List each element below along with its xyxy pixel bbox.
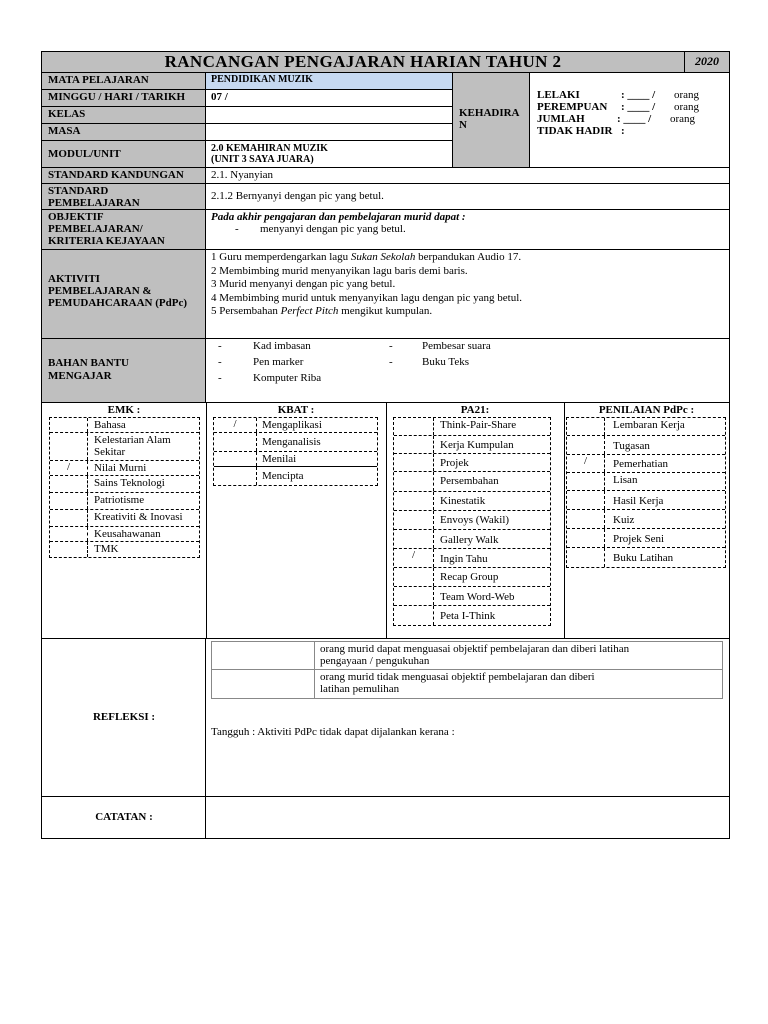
refleksi-label-cell [42,639,206,797]
penilaian-row[interactable] [567,510,725,529]
jumlah-label: JUMLAH [537,113,585,125]
lesson-plan-sheet [41,51,730,839]
pa21-row[interactable] [394,418,550,436]
mata-pelajaran-value[interactable]: PENDIDIKAN MUZIK [206,73,453,90]
lelaki-unit: orang [674,89,700,101]
penilaian-label: Lisan [613,474,638,486]
masa-label: MASA [42,124,206,141]
pa21-label: Persembahan [440,475,499,487]
aktiviti-line-1 [211,251,729,265]
kelas-label: KELAS [42,107,206,124]
objektif-item-text: menyanyi dengan pic yang betul. [260,223,406,235]
minggu-label: MINGGU / HARI / TARIKH [42,90,206,107]
aktiviti-line-3: 3 Murid menyanyi dengan pic yang betul. [211,278,396,291]
objektif-label-2: PEMBELAJARAN/ [48,223,143,235]
emk-check[interactable] [50,418,88,432]
emk-check[interactable] [50,433,88,460]
penilaian-label: Kuiz [613,514,635,526]
penilaian-check[interactable] [567,436,605,454]
kehadiran-lelaki [537,89,700,101]
pa21-check[interactable] [394,530,434,548]
pa21-row[interactable] [394,549,550,568]
kbat-check[interactable] [214,433,257,451]
pa21-check[interactable] [394,436,434,453]
bahan-dash-3: - [218,372,222,384]
pa21-check[interactable]: / [394,549,434,567]
penilaian-check[interactable] [567,418,605,435]
refleksi-tangguh: Tangguh : Aktiviti PdPc tidak dapat dijalankan kerana : [211,726,455,738]
pa21-label: Ingin Tahu [440,553,488,565]
kbat-check[interactable]: / [214,418,257,432]
pa21-row[interactable] [394,454,550,472]
penilaian-check[interactable] [567,529,605,547]
kehadiran-label-1: KEHADIRA [459,107,520,119]
aktiviti-label-2: PEMBELAJARAN & [48,285,152,297]
penilaian-check[interactable] [567,473,605,490]
emk-check[interactable] [50,510,88,526]
bahan-dash-2: - [218,356,222,368]
emk-label: TMK [94,543,119,555]
bahan-label [42,339,206,403]
refleksi-text-menguasai-1: orang murid dapat menguasai objektif pembelajaran dan diberi latihan [320,643,630,655]
refleksi-text-menguasai [320,643,718,667]
refleksi-text-tidak-2: latihan pemulihan [320,683,400,695]
pa21-label: Recap Group [440,571,499,583]
standard-kandungan-label: STANDARD KANDUNGAN [42,168,206,184]
emk-label: Keusahawanan [94,528,161,540]
bahan-value[interactable] [206,339,729,403]
emk-row[interactable] [50,433,199,461]
pa21-checklist [393,417,551,626]
pa21-row[interactable] [394,511,550,530]
kbat-label: Menganalisis [262,436,321,448]
pa21-check[interactable] [394,418,434,435]
aktiviti-line-1-a: 1 Guru memperdengarkan lagu [211,251,351,263]
catatan-value[interactable] [206,797,729,838]
perempuan-unit: orang [674,101,700,113]
checklist-section [42,403,729,639]
emk-row[interactable] [50,418,199,433]
pa21-check[interactable] [394,511,434,529]
pa21-label: Peta I-Think [440,610,496,622]
kehadiran-label-2: N [459,119,467,131]
objektif-label-1: OBJEKTIF [48,211,104,223]
pa21-check[interactable] [394,454,434,471]
emk-label: Sains Teknologi [94,477,165,489]
pa21-label: Envoys (Wakil) [440,514,510,526]
emk-row[interactable] [50,476,199,493]
pa21-label: Kerja Kumpulan [440,439,514,451]
refleksi-text-tidak [320,671,718,695]
kbat-row[interactable] [214,467,377,485]
bahan-item-kad: Kad imbasan [253,340,311,352]
pa21-row[interactable] [394,606,550,625]
bahan-item-pembesar: Pembesar suara [422,340,491,352]
emk-check[interactable] [50,476,88,492]
pa21-check[interactable] [394,606,434,625]
emk-row[interactable] [50,510,199,527]
tidak-hadir-label: TIDAK HADIR [537,125,613,137]
pa21-row[interactable] [394,472,550,492]
penilaian-label: Projek Seni [613,533,665,545]
penilaian-label: Buku Latihan [613,552,674,564]
pa21-check[interactable] [394,472,434,491]
standard-pembelajaran-label-2: PEMBELAJARAN [48,197,140,209]
refleksi-text-tidak-1: orang murid tidak menguasai objektif pembelajaran dan diberi [320,671,595,683]
modul-line-2: (UNIT 3 SAYA JUARA) [211,154,314,165]
emk-row[interactable] [50,527,199,542]
kbat-title: KBAT : [277,404,315,416]
penilaian-check[interactable] [567,510,605,528]
aktiviti-perfect-pitch: Perfect Pitch [280,305,339,318]
penilaian-row[interactable] [567,436,725,455]
kbat-row[interactable] [214,418,377,433]
modul-label: MODUL/UNIT [42,141,206,168]
kbat-label: Mencipta [262,470,304,482]
pa21-row[interactable] [394,568,550,587]
objektif-label [42,210,206,250]
pa21-row[interactable] [394,492,550,511]
objektif-item-dash: - [235,223,239,235]
standard-pembelajaran-value[interactable]: 2.1.2 Bernyanyi dengan pic yang betul. [206,184,729,210]
refleksi-value[interactable] [206,639,729,797]
emk-label: Kreativiti & Inovasi [94,511,183,523]
bahan-dash-5: - [389,356,393,368]
penilaian-row[interactable] [567,491,725,510]
pa21-label: Kinestatik [440,495,486,507]
refleksi-label: REFLEKSI : [92,711,156,723]
aktiviti-label-3: PEMUDAHCARAAN (PdPc) [48,297,188,309]
penilaian-title: PENILAIAN PdPc : [598,404,695,416]
kehadiran-jumlah [537,113,696,125]
objektif-value[interactable] [206,210,729,250]
penilaian-row[interactable] [567,529,725,548]
emk-check[interactable] [50,542,88,557]
emk-label: Bahasa [94,419,126,431]
emk-title: EMK : [107,404,141,416]
kbat-label: Mengaplikasi [262,419,322,431]
pa21-label: Think-Pair-Share [440,419,517,431]
pa21-title: PA21: [460,404,490,416]
kehadiran-box [530,73,729,168]
penilaian-check[interactable] [567,548,605,567]
penilaian-label: Lembaran Kerja [613,419,685,431]
penilaian-label: Tugasan [613,440,650,452]
bahan-item-komputer: Komputer Riba [253,372,322,384]
masa-value[interactable] [206,124,453,141]
aktiviti-value[interactable] [206,250,729,339]
perempuan-label: PEREMPUAN [537,101,608,113]
bahan-label-2: MENGAJAR [48,370,112,382]
bahan-label-1: BAHAN BANTU [48,357,129,369]
pa21-check[interactable] [394,568,434,586]
aktiviti-line-5 [211,305,729,319]
pa21-label: Team Word-Web [440,591,515,603]
emk-row[interactable] [50,493,199,510]
refleksi-table [211,641,723,699]
refleksi-count-tidak[interactable] [212,670,315,698]
emk-label: Kelestarian Alam Sekitar [94,434,171,458]
catatan-label: CATATAN : [95,811,153,823]
aktiviti-line-5-a: 5 Persembahan [211,305,281,318]
aktiviti-label [42,250,206,339]
year-label: 2020 [685,52,729,73]
kbat-label: Menilai [262,453,297,465]
emk-label: Patriotisme [94,494,145,506]
emk-checklist [49,417,200,558]
kbat-check[interactable] [214,452,257,466]
emk-check[interactable]: / [50,461,88,475]
aktiviti-label-1: AKTIVITI [48,273,100,285]
penilaian-row[interactable] [567,418,725,436]
penilaian-check[interactable]: / [567,455,605,472]
perempuan-fill[interactable]: : ____ / [621,101,656,113]
pa21-label: Projek [440,457,469,469]
aktiviti-line-4: 4 Membimbing murid untuk menyanyikan lagu dengan pic yang betul. [211,291,522,304]
emk-row[interactable] [50,542,199,557]
lelaki-fill[interactable]: : ____ / [621,89,656,101]
jumlah-unit: orang [670,113,696,125]
emk-label: Nilai Murni [94,462,147,474]
tidak-hadir-fill[interactable]: : [621,125,625,137]
modul-value[interactable] [206,141,453,168]
kbat-checklist [213,417,378,486]
refleksi-text-menguasai-2: pengayaan / pengukuhan [320,655,430,667]
penilaian-row[interactable] [567,473,725,491]
catatan-label-cell [42,797,206,838]
kbat-row[interactable] [214,433,377,452]
penilaian-label: Pemerhatian [613,458,668,470]
emk-row[interactable] [50,461,199,476]
objektif-label-3: KRITERIA KEJAYAAN [48,235,165,247]
kelas-value[interactable] [206,107,453,124]
bahan-item-pen: Pen marker [253,356,304,368]
objektif-item [211,223,729,235]
bahan-dash-1: - [218,340,222,352]
refleksi-row-tidak-menguasai[interactable] [212,670,722,698]
pa21-row[interactable] [394,587,550,606]
kehadiran-perempuan [537,101,700,113]
standard-pembelajaran-label [42,184,206,210]
bahan-item-buku: Buku Teks [422,356,470,368]
aktiviti-line-1-c: berpandukan Audio 17. [415,251,522,263]
standard-pembelajaran-label-1: STANDARD [48,185,109,197]
aktiviti-line-2: 2 Membimbing murid menyanyikan lagu baris demi baris. [211,264,468,277]
aktiviti-song-title: Sukan Sekolah [350,251,416,263]
penilaian-row[interactable] [567,548,725,567]
bahan-dash-4: - [389,340,393,352]
penilaian-checklist [566,417,726,568]
refleksi-count-menguasai[interactable] [212,642,315,669]
kbat-check[interactable] [214,467,257,485]
minggu-value[interactable]: 07 / [206,90,453,107]
lelaki-label: LELAKI [537,89,580,101]
pa21-row[interactable] [394,436,550,454]
jumlah-fill[interactable]: : ____ / [617,113,652,125]
pa21-label: Gallery Walk [440,534,499,546]
emk-check[interactable] [50,527,88,541]
page-title: RANCANGAN PENGAJARAN HARIAN TAHUN 2 [42,52,685,73]
pa21-row[interactable] [394,530,550,549]
penilaian-label: Hasil Kerja [613,495,664,507]
kbat-row[interactable] [214,452,377,467]
emk-check[interactable] [50,493,88,509]
penilaian-row[interactable] [567,455,725,473]
aktiviti-line-5-c: mengikut kumpulan. [338,305,433,318]
refleksi-row-menguasai[interactable] [212,642,722,670]
mata-pelajaran-label: MATA PELAJARAN [42,73,206,90]
objektif-heading: Pada akhir pengajaran dan pembelajaran murid dapat : [211,211,466,223]
kehadiran-tidak-hadir [537,125,625,137]
standard-kandungan-value[interactable]: 2.1. Nyanyian [206,168,729,184]
penilaian-check[interactable] [567,491,605,509]
modul-line-1: 2.0 KEMAHIRAN MUZIK [211,143,328,154]
pa21-check[interactable] [394,492,434,510]
kehadiran-label [453,73,530,168]
pa21-check[interactable] [394,587,434,605]
